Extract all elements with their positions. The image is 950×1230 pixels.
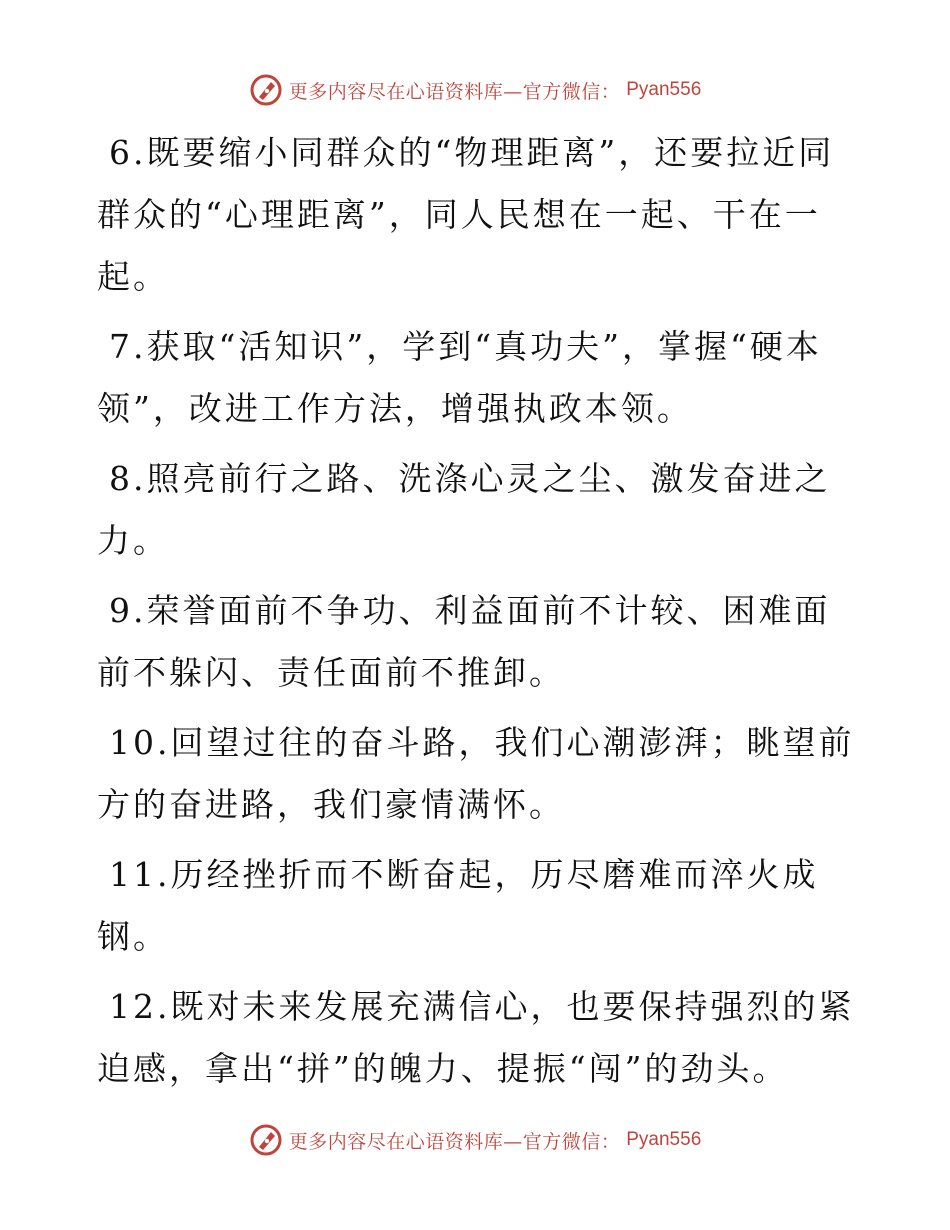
- paragraph-9: 9.荣誉面前不争功、利益面前不计较、困难面前不躲闪、责任面前不推卸。: [97, 591, 831, 692]
- watermark-text: 更多内容尽在心语资料库—官方微信：: [288, 1130, 621, 1153]
- document-body: [97, 122, 857, 1108]
- paragraph-7: 7.获取“活知识”，学到“真功夫”，掌握“硬本领”，改进工作方法，增强执政本领。: [97, 327, 822, 428]
- pen-nib-logo-icon: [249, 1123, 283, 1157]
- paragraph-6: 6.既要缩小同群众的“物理距离”，还要拉近同群众的“心理距离”，同人民想在一起、干在一起。: [97, 133, 835, 296]
- watermark-wechat-id: Pyan556: [626, 1129, 702, 1150]
- watermark-wechat-id: Pyan556: [626, 79, 702, 100]
- paragraph-11: 11.历经挫折而不断奋起，历尽磨难而淬火成钢。: [97, 855, 819, 956]
- watermark-text: 更多内容尽在心语资料库—官方微信：: [288, 80, 621, 103]
- header-watermark: [0, 70, 950, 110]
- footer-watermark: [0, 1120, 950, 1160]
- paragraph-8: 8.照亮前行之路、洗涤心灵之尘、激发奋进之力。: [97, 459, 831, 560]
- paragraph-12: 12.既对未来发展充满信心，也要保持强烈的紧迫感，拿出“拼”的魄力、提振“闯”的劲头。: [97, 987, 855, 1088]
- paragraph-10: 10.回望过往的奋斗路，我们心潮澎湃；眺望前方的奋进路，我们豪情满怀。: [97, 723, 855, 824]
- pen-nib-logo-icon: [249, 73, 283, 107]
